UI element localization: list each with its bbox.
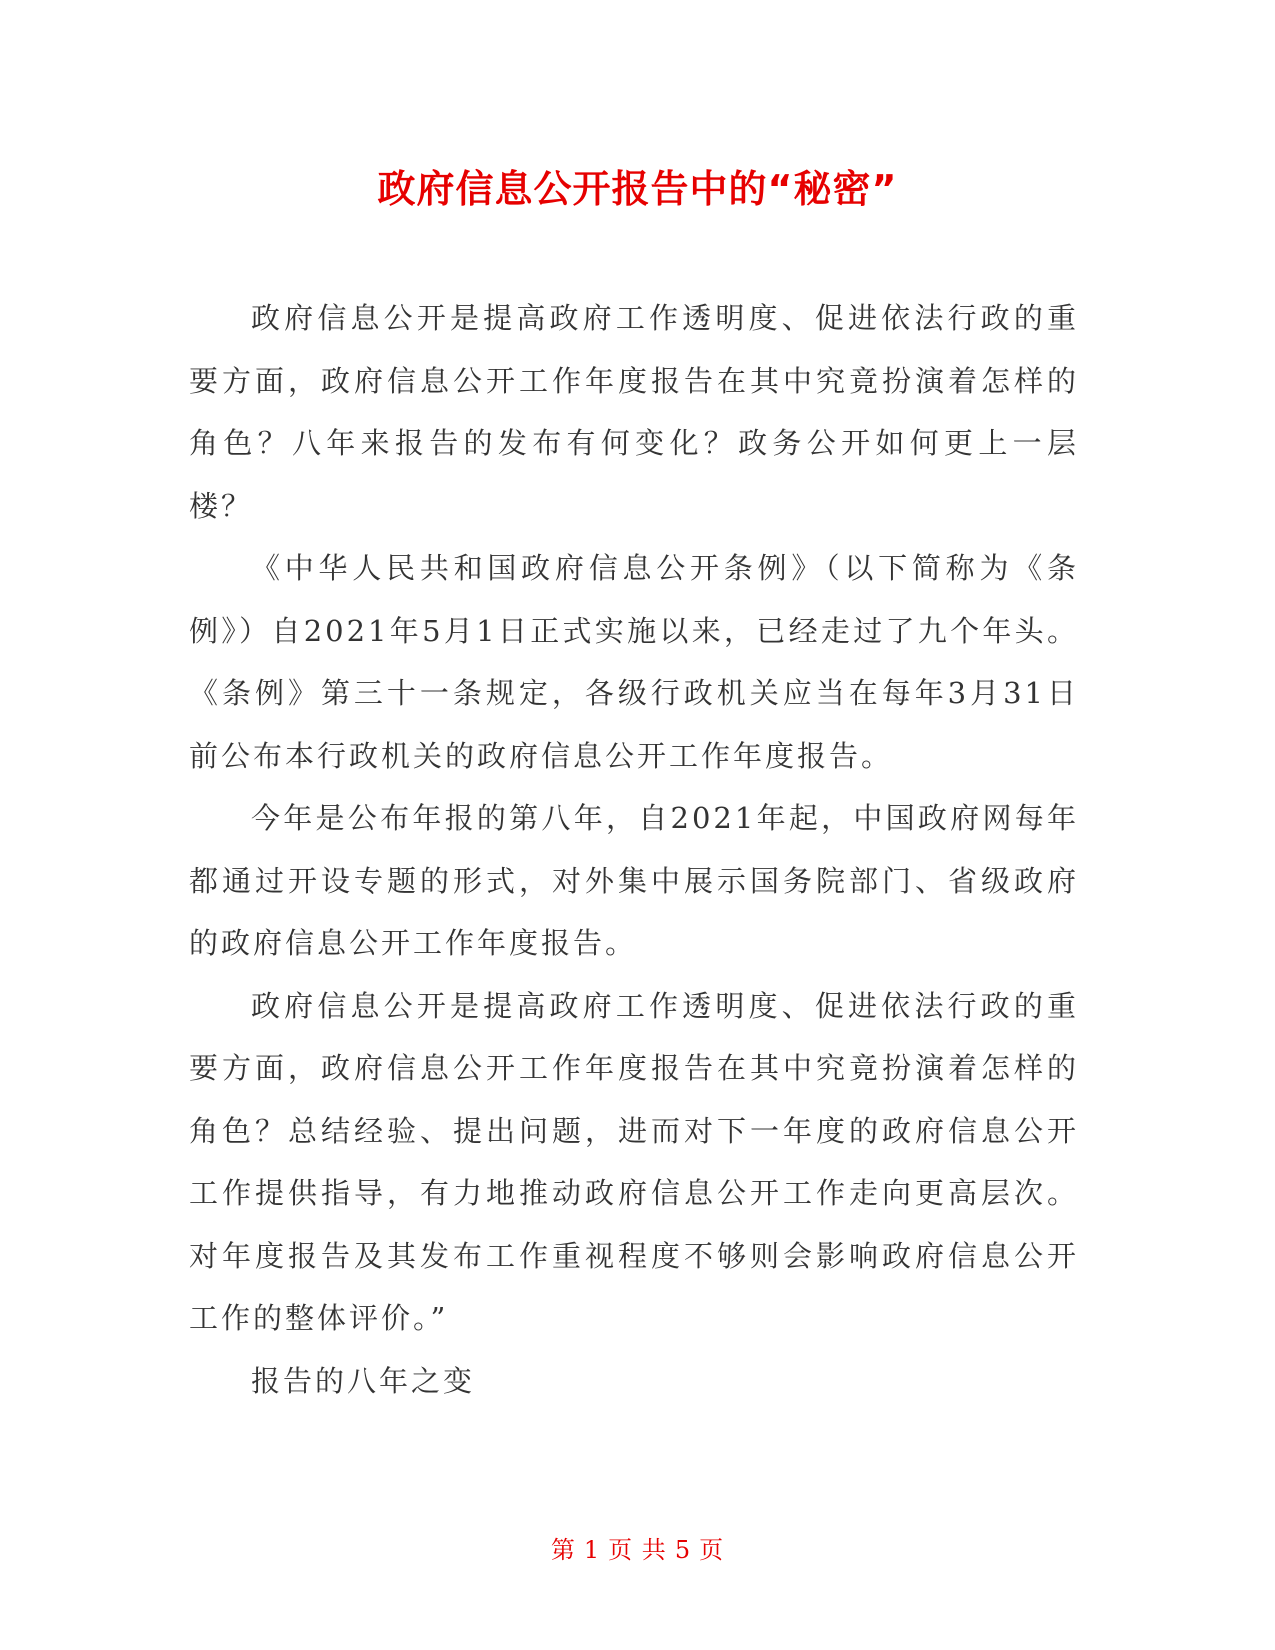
- page-footer: [0, 1530, 1275, 1565]
- footer-current-page: 1: [583, 1536, 601, 1564]
- paragraph-intro: 政府信息公开是提高政府工作透明度、促进依法行政的重要方面，政府信息公开工作年度报告在其中究竟扮演着怎样的角色？八年来报告的发布有何变化？政务公开如何更上一层楼？: [189, 301, 1079, 523]
- section-heading: 报告的八年之变: [251, 1363, 476, 1398]
- footer-suffix: 页: [699, 1536, 725, 1564]
- paragraph-annual-reports: 今年是公布年报的第八年，自2021年起，中国政府网每年都通过开设专题的形式，对外集中展示国务院部门、省级政府的政府信息公开工作年度报告。: [189, 801, 1079, 960]
- paragraph-regulation: 《中华人民共和国政府信息公开条例》（以下简称为《条例》）自2021年5月1日正式实施以来，已经走过了九个年头。《条例》第三十一条规定，各级行政机关应当在每年3月31日前公布本行政机关的政府信息公开工作年度报告。: [189, 551, 1079, 773]
- footer-total-pages: 5: [674, 1536, 692, 1564]
- document-body: [189, 287, 1079, 1412]
- document-title: 政府信息公开报告中的“秘密”: [377, 167, 898, 211]
- paragraph-importance: 政府信息公开是提高政府工作透明度、促进依法行政的重要方面，政府信息公开工作年度报告在其中究竟扮演着怎样的角色？总结经验、提出问题，进而对下一年度的政府信息公开工作提供指导，有力地推动政府信息公开工作走向更高层次。对年度报告及其发布工作重视程度不够则会影响政府信息公开工作的整体评价。”: [189, 988, 1079, 1335]
- footer-middle: 页 共: [608, 1536, 667, 1564]
- footer-prefix: 第: [550, 1536, 576, 1564]
